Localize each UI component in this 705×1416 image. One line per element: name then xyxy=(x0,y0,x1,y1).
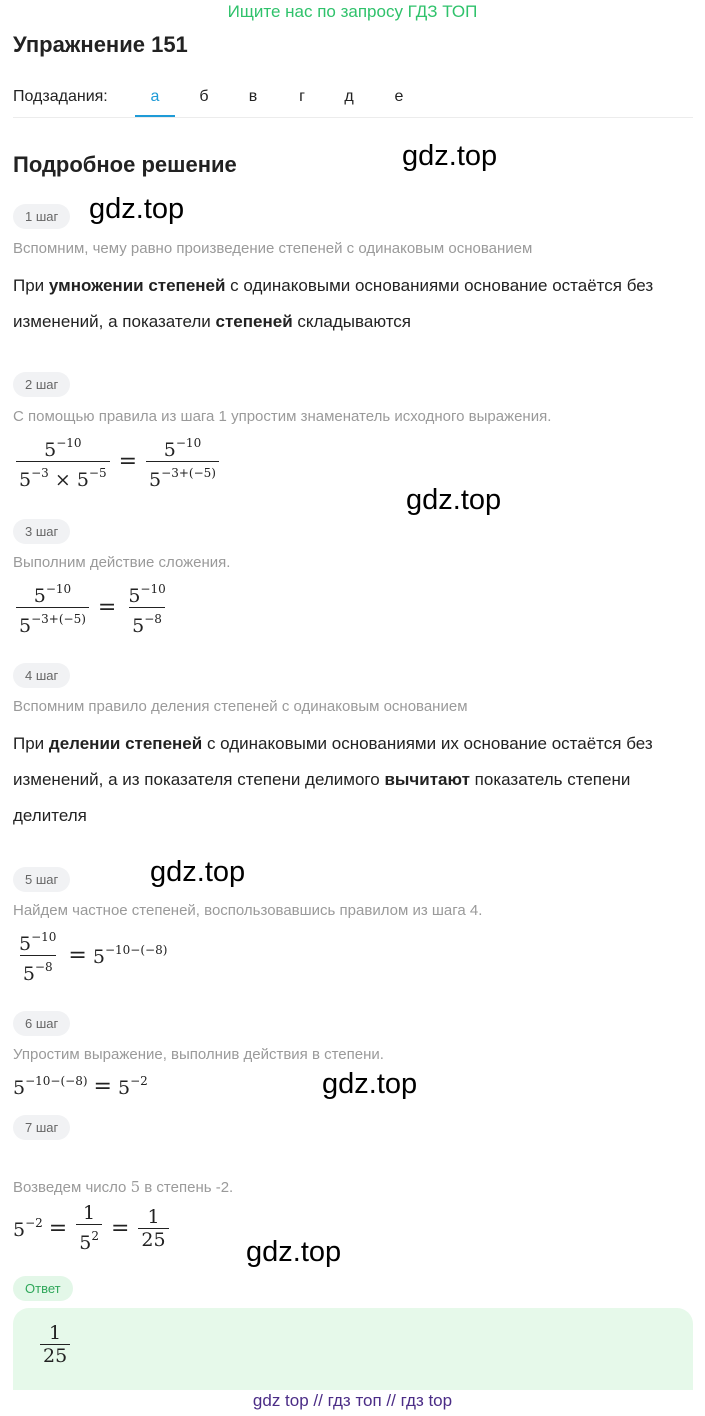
watermark: gdz.top xyxy=(246,1236,342,1268)
watermark: gdz.top xyxy=(402,140,498,172)
tab-e[interactable]: е xyxy=(394,88,404,105)
fraction: $\frac{5^{-10}}{5^{-3+(-5)}}$ xyxy=(16,578,89,637)
step-note: Вспомним правило деления степеней с одинаковым основанием xyxy=(13,698,468,715)
step-badge: 6 шаг xyxy=(13,1011,70,1036)
watermark: gdz.top xyxy=(406,484,502,516)
fraction: $\frac{1}{25}$ xyxy=(40,1322,70,1367)
formula xyxy=(13,1074,148,1099)
watermark: gdz.top xyxy=(150,856,246,888)
rule-text xyxy=(13,268,693,340)
promo-banner: Ищите нас по запросу ГДЗ ТОП xyxy=(227,2,478,21)
fraction: $\frac{1}{25}$ xyxy=(138,1206,168,1251)
formula xyxy=(13,578,172,637)
equals-sign: = xyxy=(68,943,87,968)
step-note: Найдем частное степеней, воспользовавшись правилом из шага 4. xyxy=(13,902,483,919)
text-run: При xyxy=(13,734,49,753)
equals-sign: = xyxy=(97,595,117,620)
tab-g[interactable]: г xyxy=(299,88,305,105)
text-run: с одинаковыми основаниями основание остаётся без изменений, а показатели xyxy=(13,276,654,331)
step-note: С помощью правила из шага 1 упростим знаменатель исходного выражения. xyxy=(13,408,552,425)
step-note: Вспомним, чему равно произведение степеней с одинаковым основанием xyxy=(13,240,533,257)
step-note: Упростим выражение, выполнив действия в степени. xyxy=(13,1046,384,1063)
rule-text xyxy=(13,726,693,834)
power-expression: $5^{-10-(-8)}$ xyxy=(13,1074,88,1099)
tab-a[interactable]: а xyxy=(135,88,175,116)
tab-b[interactable]: б xyxy=(199,88,209,105)
tab-v[interactable]: в xyxy=(248,88,258,105)
step-badge: 5 шаг xyxy=(13,867,70,892)
equals-sign: = xyxy=(118,449,138,474)
fraction: $\frac{5^{-10}}{5^{-8}}$ xyxy=(128,582,166,637)
answer-badge: Ответ xyxy=(13,1276,73,1301)
subtasks-label: Подзадания: xyxy=(13,88,108,105)
text-run: При xyxy=(13,276,49,295)
formula xyxy=(13,432,222,491)
equals-sign: = xyxy=(110,1215,130,1241)
exercise-title: Упражнение 151 xyxy=(13,32,188,57)
step-note: Возведем число 5 в степень -2. xyxy=(13,1178,234,1196)
equals-sign: = xyxy=(48,1215,68,1241)
fraction: $\frac{5^{-10}}{5^{-8}}$ xyxy=(19,930,57,985)
tab-d[interactable]: д xyxy=(344,88,354,105)
text-run-bold: делении степеней xyxy=(48,734,203,753)
power-expression: $5^{-2}$ xyxy=(13,1215,43,1241)
power-expression: $5^{-10-(-8)}$ xyxy=(92,943,168,968)
text-run-bold: степеней xyxy=(215,312,293,331)
text-run: показатель степени делителя xyxy=(13,770,631,825)
watermark: gdz.top xyxy=(322,1068,418,1100)
step-note: Выполним действие сложения. xyxy=(13,554,231,571)
step-badge: 7 шаг xyxy=(13,1115,70,1140)
subtasks-bar xyxy=(13,86,693,118)
step-badge: 2 шаг xyxy=(13,372,70,397)
power-expression: $5^{-2}$ xyxy=(117,1074,148,1099)
formula xyxy=(13,926,167,985)
text-run: с одинаковыми основаниями их основание остаётся без изменений, а из показателя степени делимого xyxy=(13,734,653,789)
step-badge: 4 шаг xyxy=(13,663,70,688)
formula xyxy=(13,1202,172,1254)
footer-links[interactable]: gdz top // гдз топ // гдз top xyxy=(252,1391,453,1410)
section-title: Подробное решение xyxy=(13,152,237,177)
answer-box xyxy=(13,1308,693,1390)
fraction: $\frac{1}{5^2}$ xyxy=(76,1202,102,1254)
text-run-bold: вычитают xyxy=(384,770,470,789)
text-run-bold: умножении степеней xyxy=(48,276,226,295)
step-badge: 1 шаг xyxy=(13,204,70,229)
equals-sign: = xyxy=(93,1074,112,1099)
step-badge: 3 шаг xyxy=(13,519,70,544)
fraction: $\frac{5^{-10}}{5^{-3} \times 5^{-5}}$ xyxy=(16,432,110,491)
text-run: складываются xyxy=(292,312,411,331)
answer-formula xyxy=(37,1322,73,1367)
watermark: gdz.top xyxy=(89,193,185,225)
fraction: $\frac{5^{-10}}{5^{-3+(-5)}}$ xyxy=(146,432,219,491)
